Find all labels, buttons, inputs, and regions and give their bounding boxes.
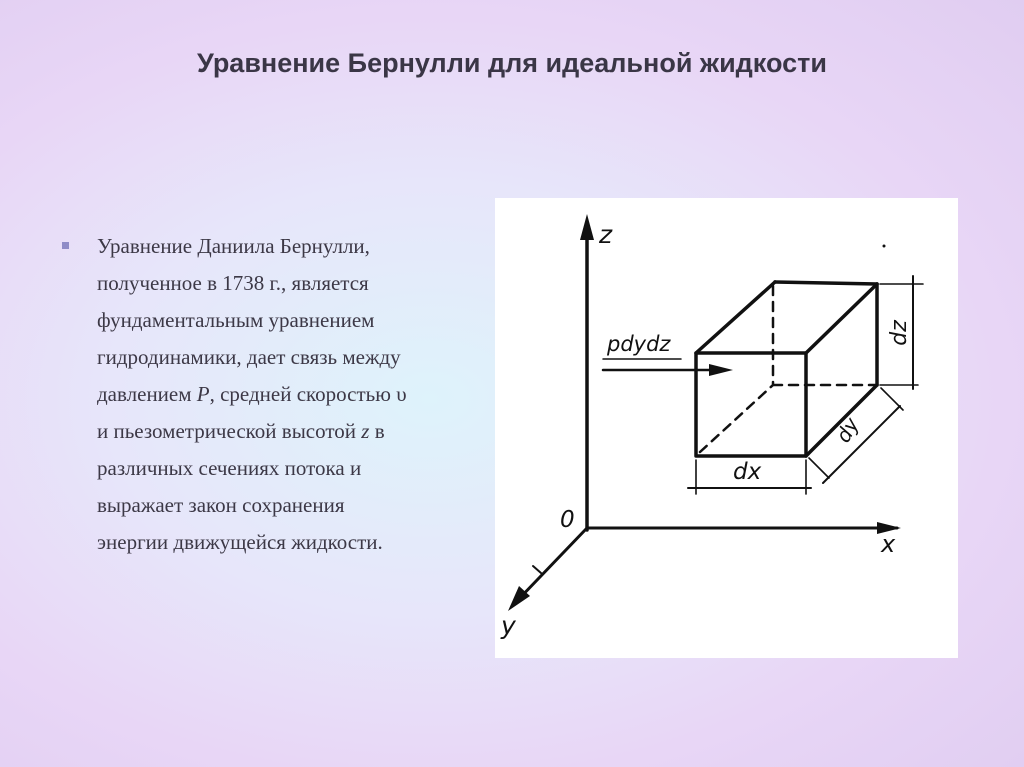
height-symbol: z <box>361 419 370 443</box>
box-top-left-edge <box>696 282 775 353</box>
y-axis-tick <box>533 566 541 573</box>
bullet-line: выражает закон сохранения <box>97 493 345 517</box>
dx-label: dx <box>733 459 762 485</box>
drawing-dot <box>883 245 886 248</box>
fluid-element-diagram <box>495 198 958 658</box>
y-axis <box>515 528 587 603</box>
force-label: pdydz <box>607 332 671 356</box>
slide-title: Уравнение Бернулли для идеальной жидкости <box>197 48 827 78</box>
dy-label: dy <box>830 413 864 447</box>
bullet-line: полученное в 1738 г., является <box>97 271 369 295</box>
box-hidden-bottom-left-edge <box>700 385 773 452</box>
y-axis-label: y <box>501 611 516 640</box>
velocity-symbol: υ <box>396 382 407 406</box>
bullet-line: Уравнение Даниила Бернулли, <box>97 234 370 258</box>
dy-extension-front <box>809 458 829 478</box>
diagram-drawing <box>495 198 958 658</box>
bullet-line: и пьезометрической высотой z в <box>97 419 385 443</box>
origin-label: 0 <box>560 507 575 533</box>
bullet-line: фундаментальным уравнением <box>97 308 375 332</box>
box-top-back-edge <box>775 282 877 284</box>
box-top-right-edge <box>806 284 877 353</box>
z-axis-label: z <box>599 220 613 249</box>
bullet-line: энергии движущейся жидкости. <box>97 530 383 554</box>
dy-dimension-line <box>823 406 900 483</box>
bullet-line: гидродинамики, дает связь между <box>97 345 401 369</box>
bullet-text <box>97 228 482 561</box>
force-arrow-head <box>709 364 733 376</box>
dz-label: dz <box>886 320 912 346</box>
bullet-line: различных сечениях потока и <box>97 456 362 480</box>
bullet-square-icon <box>62 242 69 249</box>
bullet-line: давлением P, средней скоростью υ <box>97 382 407 406</box>
x-axis-label: x <box>881 530 896 558</box>
pressure-symbol: P <box>196 382 210 406</box>
z-axis-arrowhead <box>580 214 594 240</box>
